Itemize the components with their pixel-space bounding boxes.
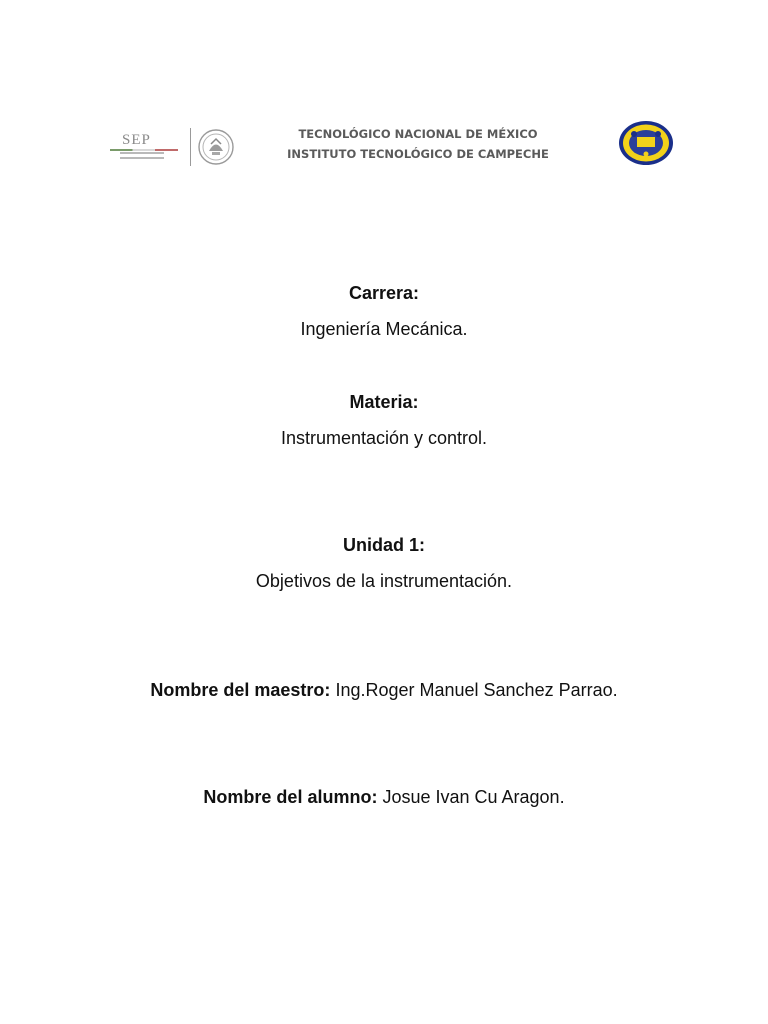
maestro-label: Nombre del maestro: (150, 680, 331, 700)
alumno-line (0, 786, 768, 808)
alumno-label: Nombre del alumno: (203, 787, 378, 807)
institution-name (278, 124, 558, 164)
itc-campeche-logo-icon (618, 120, 674, 166)
carrera-label: Carrera: (348, 283, 420, 303)
sep-logo-text: SEP (122, 132, 151, 148)
maestro-value: Ing.Roger Manuel Sanchez Parrao. (335, 680, 618, 700)
materia-label: Materia: (349, 392, 419, 412)
header-divider (190, 128, 191, 166)
maestro-line (0, 679, 768, 701)
mexico-coat-of-arms-icon (196, 128, 236, 166)
carrera-value: Ingeniería Mecánica. (300, 319, 468, 339)
sep-logo-bar (110, 149, 178, 151)
sep-logo-subtitle-mark (120, 152, 164, 159)
sep-logo (106, 132, 182, 162)
institution-line-1: TECNOLÓGICO NACIONAL DE MÉXICO (298, 127, 538, 141)
institution-line-2: INSTITUTO TECNOLÓGICO DE CAMPECHE (287, 147, 549, 161)
unidad-value: Objetivos de la instrumentación. (255, 571, 513, 591)
document-header (0, 118, 768, 174)
unidad-label: Unidad 1: (342, 535, 425, 555)
materia-value: Instrumentación y control. (280, 428, 488, 448)
alumno-value: Josue Ivan Cu Aragon. (382, 787, 565, 807)
